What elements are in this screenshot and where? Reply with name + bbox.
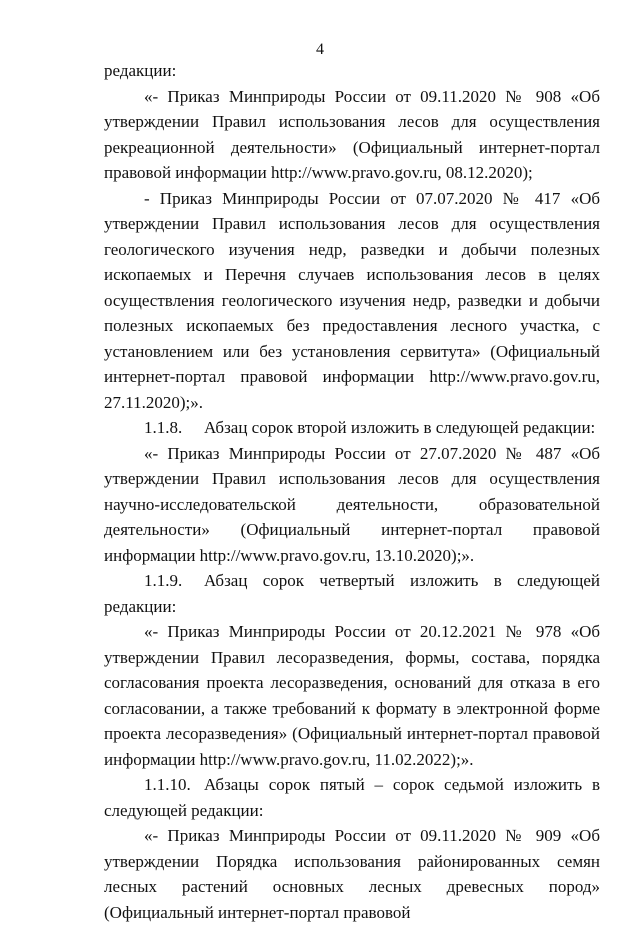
paragraph-order-908: «- Приказ Минприроды России от 09.11.2020 № 908 «Об утверждении Правил использования лесов для осуществления рекреационной деятельности» (Официальный интернет-портал правовой информации http://www.pravo.gov.ru, 08.12.2020); [104, 86, 600, 182]
document-body [104, 58, 600, 925]
paragraph-order-487: «- Приказ Минприроды России от 27.07.2020 № 487 «Об утверждении Правил использования лесов для осуществления научно-исследовательской деятельности, образовательной деятельности» (Официальный интернет-портал правовой информации http://www.pravo.gov.ru, 13.10.2020);». [104, 443, 600, 565]
page-number: 4 [316, 41, 324, 58]
clause-text: Абзац сорок второй изложить в следующей редакции: [204, 418, 596, 437]
clause-text: Абзацы сорок пятый – сорок седьмой изложить в следующей редакции: [104, 775, 600, 820]
clause-1-1-9 [104, 568, 600, 619]
clause-1-1-10 [104, 772, 600, 823]
clause-1-1-8 [104, 415, 600, 441]
clause-number: 1.1.9. [144, 571, 183, 590]
clause-text: Абзац сорок четвертый изложить в следующей редакции: [104, 571, 600, 616]
clause-number: 1.1.8. [144, 418, 183, 437]
paragraph-order-417: - Приказ Минприроды России от 07.07.2020 № 417 «Об утверждении Правил использования лесов для осуществления геологического изучения недр, разведки и добычи полезных ископаемых и Перечня случаев использования лесов в целях осуществления геологического изучения недр, разведки и добычи полезных ископаемых без предоставления лесного участка, с установлением или без установления сервитута» (Официальный интернет-портал правовой информации http://www.pravo.gov.ru, 27.11.2020);». [104, 188, 600, 412]
paragraph-order-978: «- Приказ Минприроды России от 20.12.2021 № 978 «Об утверждении Правил лесоразведения, формы, состава, порядка согласования проекта лесоразведения, оснований для отказа в его согласовании, а также требований к формату в электронной форме проекта лесоразведения» (Официальный интернет-портал правовой информации http://www.pravo.gov.ru, 11.02.2022);». [104, 622, 600, 769]
clause-number: 1.1.10. [144, 775, 191, 794]
paragraph-continuation: редакции: [104, 61, 177, 80]
paragraph-order-909: «- Приказ Минприроды России от 09.11.2020 № 909 «Об утверждении Порядка использования районированных семян лесных растений основных лесных древесных пород» (Официальный интернет-портал правовой [104, 826, 600, 922]
